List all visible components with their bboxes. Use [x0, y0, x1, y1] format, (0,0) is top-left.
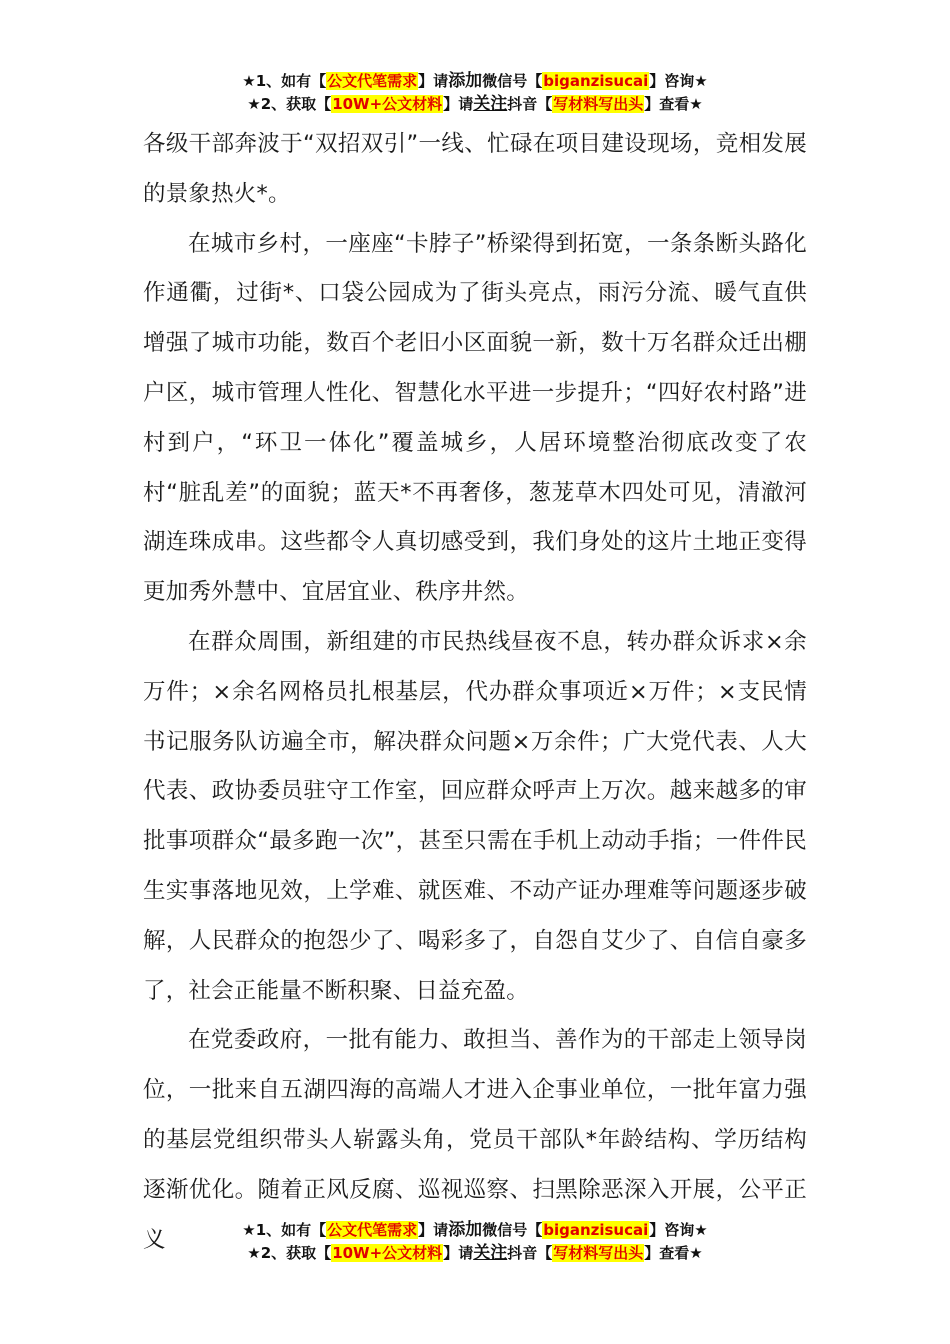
header-banner	[0, 70, 950, 116]
banner-text: 】请	[443, 1244, 474, 1262]
banner-text: 】查看★	[644, 95, 703, 113]
banner-text: 】请	[443, 95, 474, 113]
paragraph-3: 在群众周围，新组建的市民热线昼夜不息，转办群众诉求×余万件；×余名网格员扎根基层，代办群众事项近×万件；×支民情书记服务队访遍全市，解决群众问题×万余件；广大党代表、人大代表、政协委员驻守工作室，回应群众呼声上万次。越来越多的审批事项群众“最多跑一次”，甚至只需在手机上动动手指；一件件民生实事落地见效，上学难、就医难、不动产证办理难等问题逐步破解，人民群众的抱怨少了、喝彩多了，自怨自艾少了、自信自豪多了，社会正能量不断积聚、日益充盈。	[143, 628, 807, 1004]
document-body	[143, 120, 807, 1265]
banner-highlight-ghostwriting: 公文代笔需求	[327, 1221, 418, 1239]
banner-line-1	[0, 1219, 950, 1242]
banner-line-1	[0, 70, 950, 93]
footer-banner	[0, 1219, 950, 1265]
banner-highlight-ghostwriting: 公文代笔需求	[327, 72, 418, 90]
banner-highlight-materials: 10W+公文材料	[332, 95, 443, 113]
paragraph-4: 在党委政府，一批有能力、敢担当、善作为的干部走上领导岗位，一批来自五湖四海的高端人才进入企事业单位，一批年富力强的基层党组织带头人崭露头角，党员干部队*年龄结构、学历结构逐渐优化。随着正风反腐、巡视巡察、扫黑除恶深入开展，公平正义	[143, 1027, 807, 1253]
banner-text: 】咨询★	[649, 72, 708, 90]
banner-emphasis: 添加	[448, 71, 483, 91]
paragraph-1: 各级干部奔波于“双招双引”一线、忙碌在项目建设现场，竞相发展的景象热火*。	[143, 131, 807, 207]
paragraph-2: 在城市乡村，一座座“卡脖子”桥梁得到拓宽，一条条断头路化作通衢，过街*、口袋公园成为了街头亮点，雨污分流、暖气直供增强了城市功能，数百个老旧小区面貌一新，数十万名群众迁出棚户区，城市管理人性化、智慧化水平进一步提升；“四好农村路”进村到户，“环卫一体化”覆盖城乡，人居环境整治彻底改变了农村“脏乱差”的面貌；蓝天*不再奢侈，葱茏草木四处可见，清澈河湖连珠成串。这些都令人真切感受到，我们身处的这片土地正变得更加秀外慧中、宜居宜业、秩序井然。	[143, 230, 807, 606]
banner-text: ★1、如有【	[242, 72, 327, 90]
banner-emphasis: 添加	[448, 1220, 483, 1240]
banner-emphasis: 关注	[473, 1243, 508, 1263]
banner-text: ★2、获取【	[247, 1244, 332, 1262]
banner-text: 】咨询★	[649, 1221, 708, 1239]
banner-text: 微信号【	[482, 72, 543, 90]
banner-text: 】查看★	[644, 1244, 703, 1262]
banner-text: 】请	[418, 72, 449, 90]
banner-highlight-douyin: 写材料写出头	[553, 1244, 644, 1262]
banner-emphasis: 关注	[473, 94, 508, 114]
banner-text: 】请	[418, 1221, 449, 1239]
banner-highlight-douyin: 写材料写出头	[553, 95, 644, 113]
banner-text: 抖音【	[507, 95, 553, 113]
banner-highlight-materials: 10W+公文材料	[332, 1244, 443, 1262]
banner-line-2	[0, 93, 950, 116]
banner-line-2	[0, 1242, 950, 1265]
banner-highlight-wechat-id: biganzisucai	[543, 72, 649, 90]
banner-highlight-wechat-id: biganzisucai	[543, 1221, 649, 1239]
banner-text: 抖音【	[507, 1244, 553, 1262]
banner-text: 微信号【	[482, 1221, 543, 1239]
banner-text: ★2、获取【	[247, 95, 332, 113]
banner-text: ★1、如有【	[242, 1221, 327, 1239]
